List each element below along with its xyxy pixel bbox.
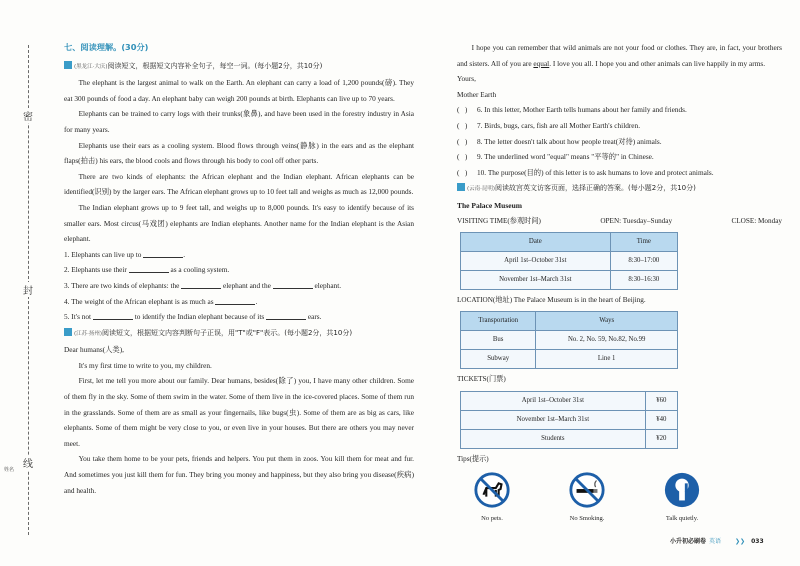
- question-4: 4. The weight of the African elephant is as much as .: [64, 296, 258, 306]
- passage1-paragraph: Elephants use their ears as a cooling system. Blood flows through veins(静脉) in the ears and as the elephant flaps(拍击) his ears, the blood cools and flows through his body to cool off other parts.: [64, 140, 414, 166]
- passage1-instruction: (黑龙江·大庆)阅读短文，根据短文内容补全句子，每空一词。(每小题2分，共10分): [64, 58, 414, 76]
- right-column: [457, 40, 782, 527]
- passage1-paragraph: The elephant is the largest animal to walk on the Earth. An elephant can carry a load of 1,200 pounds(磅). They eat 300 pounds of food a day. An elephant baby can weigh 200 pounds at birth. Elephants can live up to 70 years.: [64, 78, 414, 103]
- table-row: April 1st–October 31st ¥60: [461, 391, 678, 410]
- tips-label: Tips(提示): [457, 454, 489, 463]
- sign-talk-quietly: Talk quietly.: [647, 471, 717, 527]
- seal-mark-feng: 封: [22, 282, 34, 297]
- answer-paren[interactable]: ( ): [457, 105, 468, 115]
- tf-question-6: ( ) 6. In this letter, Mother Earth tells humans about her family and friends.: [457, 102, 782, 118]
- page-footer: [670, 536, 764, 545]
- underlined-word: equal: [533, 58, 550, 68]
- opening-hours-table: Date Time April 1st–October 31st 8:30–17:00 November 1st–March 31st 8:30–16:30: [460, 232, 678, 290]
- museum-title: The Palace Museum: [457, 200, 522, 210]
- answer-paren[interactable]: ( ): [457, 136, 468, 146]
- double-arrow-icon: ❯❯: [735, 538, 746, 545]
- tickets-table: [460, 391, 678, 449]
- transportation-table: Transportation Ways Bus No. 2, No. 59, No.82, No.99 Subway Line 1: [460, 311, 678, 369]
- answer-paren[interactable]: ( ): [457, 167, 468, 177]
- sign-no-pets: No pets.: [457, 471, 527, 527]
- answer-blank[interactable]: [93, 311, 133, 320]
- letter-paragraph-hope: I hope you can remember that wild animals are not your food or clothes. They are, in fact, your brothers and sisters. All of you are equal. I love you all. I hope you and other animals can live happily in my arms.: [457, 43, 782, 68]
- passage1-paragraph: The Indian elephant grows up to 9 feet tall, and weighs up to 8,000 pounds. It's easy to identify because of its smaller ears. Most circus(马戏团) elephants are Indian elephants. Another name for the Indian elephant is the Asian elephant.: [64, 202, 414, 244]
- passage3-instruction: (云南·昆明)阅读故宫英文访客页面，选择正确的答案。(每小题2分，共10分): [457, 180, 782, 198]
- answer-blank[interactable]: [266, 311, 306, 320]
- letter-paragraph: It's my first time to write to you, my children.: [78, 360, 212, 370]
- table-row: November 1st–March 31st ¥40: [461, 410, 678, 429]
- left-column: [64, 40, 414, 498]
- passage2-instruction: (江苏·扬州)阅读短文，根据短文内容判断句子正误，用"T"或"F"表示。(每小题2分，共10分): [64, 325, 414, 343]
- passage1-paragraph: There are two kinds of elephants: the African elephant and the Indian elephant. African elephants can be identified(识别) by the larger ears. The African elephant grows up to 10 feet tall and weighs as much as 12,000 pounds.: [64, 171, 414, 197]
- tickets-label: TICKETS(门票): [457, 374, 506, 383]
- tf-question-7: ( ) 7. Birds, bugs, cars, fish are all Mother Earth's children.: [457, 118, 782, 134]
- question-3: 3. There are two kinds of elephants: the elephant and the elephant.: [64, 280, 342, 290]
- location-line: LOCATION(地址) The Palace Museum is in the heart of Beijing.: [457, 295, 646, 304]
- table-row: Subway Line 1: [461, 349, 678, 368]
- answer-blank[interactable]: [129, 264, 169, 273]
- sign-no-smoking: No Smoking.: [552, 471, 622, 527]
- passage1-paragraph: Elephants can be trained to carry logs with their trunks(象鼻), and have been used in the forestry industry in Asia for many years.: [64, 109, 414, 134]
- table-row: Bus No. 2, No. 59, No.82, No.99: [461, 330, 678, 349]
- letter-salutation: Dear humans(人类),: [64, 345, 124, 355]
- tf-question-10: ( ) 10. The purpose(目的) of this letter is to ask humans to love and protect animals.: [457, 165, 782, 181]
- letter-closing: Yours,: [457, 74, 476, 84]
- question-5: 5. It's not to identify the Indian elephant because of its ears.: [64, 312, 322, 322]
- question-badge-icon: [457, 183, 465, 191]
- footer-subject: 英语: [709, 538, 722, 545]
- table-row: November 1st–March 31st 8:30–16:30: [461, 270, 678, 289]
- letter-signature: Mother Earth: [457, 89, 497, 99]
- answer-blank[interactable]: [215, 296, 255, 305]
- talk-quietly-icon: [663, 471, 701, 509]
- binding-margin: [0, 0, 48, 566]
- answer-blank[interactable]: [181, 280, 221, 289]
- answer-paren[interactable]: ( ): [457, 120, 468, 130]
- question-badge-icon: [64, 328, 72, 336]
- table-row: April 1st–October 31st 8:30–17:00: [461, 251, 678, 270]
- name-label: 姓名: [4, 467, 15, 473]
- answer-blank[interactable]: [143, 249, 183, 258]
- tf-question-9: ( ) 9. The underlined word "equal" means "平等的" in Chinese.: [457, 149, 782, 165]
- answer-blank[interactable]: [273, 280, 313, 289]
- section-title: 七、阅读理解。(30分): [64, 42, 149, 52]
- no-smoking-icon: [568, 471, 606, 509]
- tips-signs: [457, 471, 717, 527]
- question-2: 2. Elephants use their as a cooling system.: [64, 265, 230, 275]
- visiting-time-row: VISITING TIME(参观时间) OPEN: Tuesday–Sunday CLOSE: Monday: [457, 216, 782, 225]
- question-1: 1. Elephants can live up to .: [64, 249, 186, 259]
- table-row: Students ¥20: [461, 429, 678, 448]
- no-pets-icon: [473, 471, 511, 509]
- question-badge-icon: [64, 61, 72, 69]
- tf-question-8: ( ) 8. The letter doesn't talk about how people treat(对待) animals.: [457, 134, 782, 150]
- footer-brand: 小升初必刷卷: [670, 538, 707, 545]
- page-number: 033: [751, 538, 764, 545]
- answer-paren[interactable]: ( ): [457, 152, 468, 162]
- letter-paragraph: First, let me tell you more about our family. Dear humans, besides(除了) you, I have many other children. Some of them fly in the sky. Some of them swim in the water. Some of them live in the ice-covered places. Some of them run in the grasslands. Some of them are as small as your fingernails, like bugs(虫). Some of them are as big as cars, like elephants. Some of them might be very close to you, or even live in your houses. But there are others you may never meet.: [64, 376, 414, 448]
- seal-mark-mi: 密: [22, 108, 34, 123]
- seal-mark-xian: 线: [22, 455, 34, 470]
- letter-paragraph: You take them home to be your pets, friends and helpers. You put them in zoos. You kill them for meat and fur. And sometimes you just kill them for fun. They bring you money and happiness, but they also bring you disease(疾病) and health.: [64, 454, 414, 495]
